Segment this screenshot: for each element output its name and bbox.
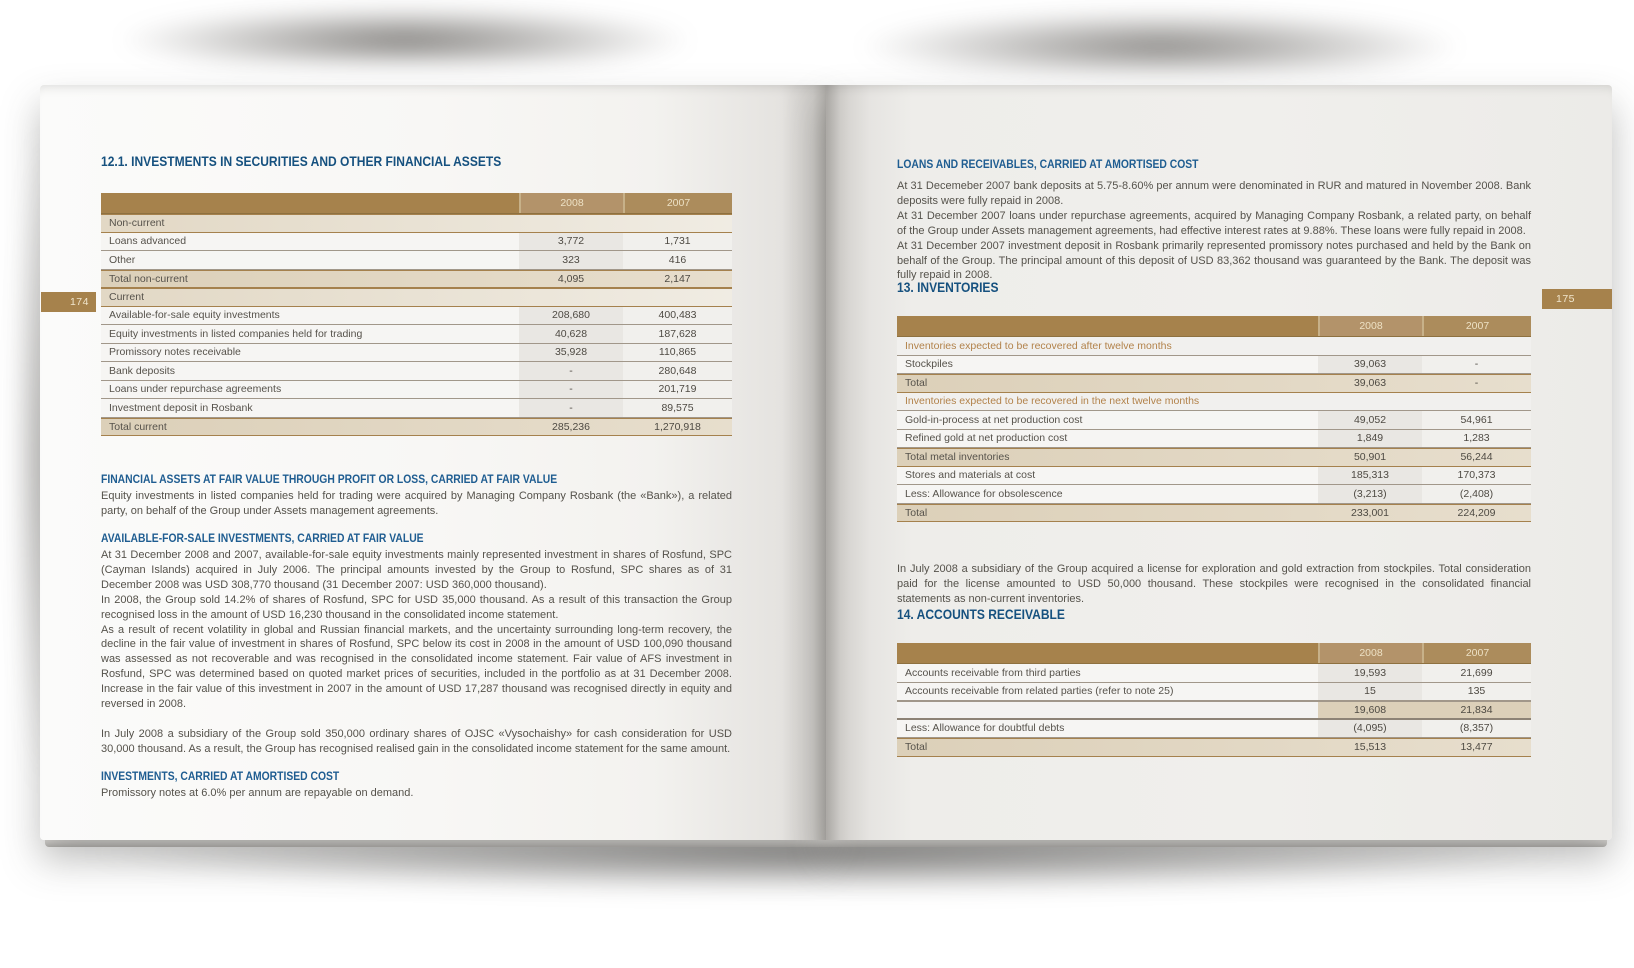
value-2007 [623, 215, 732, 232]
value-2007: 416 [623, 251, 732, 269]
value-2008: 323 [519, 251, 623, 269]
table-row-total [897, 504, 1531, 523]
value-2007: 135 [1422, 683, 1531, 701]
header-label-cell [101, 193, 519, 213]
table-row-total [101, 418, 732, 437]
table-row-subheader [897, 337, 1531, 356]
row-label: Loans advanced [101, 233, 519, 251]
value-2007: - [1474, 377, 1479, 390]
value-2008: 40,628 [519, 325, 623, 343]
table-row-total [897, 448, 1531, 467]
page-number-tab-left [41, 292, 96, 312]
table-row [101, 307, 732, 326]
table-row [897, 683, 1531, 702]
value-2008: - [519, 362, 623, 380]
book-top-shadow-left [105, 4, 705, 64]
value-2007: 224,209 [1457, 506, 1496, 519]
subsection-heading: INVESTMENTS, CARRIED AT AMORTISED COST [101, 771, 340, 783]
value-2008: (4,095) [1318, 720, 1422, 738]
table-row-total [897, 374, 1531, 393]
row-label: Less: Allowance for doubtful debts [897, 720, 1318, 738]
value-2007: 56,244 [1460, 451, 1493, 464]
value-2008: 15 [1318, 683, 1422, 701]
value-2007: 89,575 [623, 399, 732, 417]
row-label: Total current [109, 420, 167, 433]
table-row [897, 411, 1531, 430]
row-label: Investment deposit in Rosbank [101, 399, 519, 417]
subsection-heading: FINANCIAL ASSETS AT FAIR VALUE THROUGH PROFIT OR LOSS, CARRIED AT FAIR VALUE [101, 474, 558, 486]
value-2007: (2,408) [1422, 485, 1531, 503]
row-label: Total [905, 741, 928, 754]
value-2008: 1,849 [1318, 430, 1422, 448]
table-row [897, 467, 1531, 486]
table-row [897, 485, 1531, 504]
value-2007 [1422, 393, 1531, 411]
row-label: Refined gold at net production cost [897, 430, 1318, 448]
page-number: 174 [69, 296, 89, 308]
book-top-shadow-right [845, 8, 1475, 72]
column-header-2007: 2007 [1422, 316, 1531, 336]
value-2007: 21,699 [1422, 664, 1531, 682]
paragraph: In 2008, the Group sold 14.2% of shares of Rosfund, SPC for USD 35,000 thousand. As a result of this transaction the Group recognised loss in the amount of USD 16,230 thousand in the consolidated income statement. [101, 593, 732, 621]
value-2007: 201,719 [623, 381, 732, 399]
column-header-2008: 2008 [519, 193, 623, 213]
page-stack-edge [45, 839, 1607, 847]
row-label: Loans under repurchase agreements [101, 381, 519, 399]
table-row [897, 430, 1531, 449]
paragraph: At 31 December 2007 investment deposit in Rosbank primarily represented promissory notes purchased and held by the Bank on behalf of the Group. The principal amount of this deposit of USD 83,362 thousand was guaranteed by the Bank. The deposit was fully repaid in 2008. [897, 239, 1531, 282]
section-title-12-1: 12.1. INVESTMENTS IN SECURITIES AND OTHER FINANCIAL ASSETS [101, 153, 502, 169]
value-2008: 233,001 [1351, 506, 1389, 519]
row-label: Accounts receivable from third parties [897, 664, 1318, 682]
column-header-2007: 2007 [623, 193, 732, 213]
value-2008: 208,680 [519, 307, 623, 325]
column-header-2008: 2008 [1318, 316, 1422, 336]
table-row [101, 214, 732, 233]
paragraph-block [897, 179, 1531, 283]
row-label: Non-current [109, 217, 165, 230]
value-2007: 2,147 [664, 272, 691, 285]
paragraph-block [101, 489, 732, 519]
table-row [101, 233, 732, 252]
table-row-subtotal [897, 701, 1531, 720]
subsection-heading: LOANS AND RECEIVABLES, CARRIED AT AMORTISED COST [897, 159, 1199, 171]
open-book [40, 85, 1612, 840]
value-2007: (8,357) [1422, 720, 1531, 738]
row-label: Current [109, 291, 145, 304]
table-row [101, 288, 732, 307]
value-2008: - [519, 399, 623, 417]
paragraph: As a result of recent volatility in global and Russian financial markets, and the uncertainty surrounding long-term recovery, the decline in the fair value of investment in shares of Rosfund, SPC below its cost in 2008 in the amount of USD 100,090 thousand was assessed as not recoverable and was recognised in the consolidated income statement. Fair value of AFS investment in Rosfund, SPC was determined based on quoted market prices of securities, included in the portfolio as at 31 December 2008. Increase in the fair value of this investment in 2007 in the amount of USD 17,287 thousand was recognised directly in equity and reversed in 2008. [101, 623, 732, 711]
section-title-13: 13. INVENTORIES [897, 279, 999, 295]
row-label: Total metal inventories [905, 451, 1010, 464]
page-number: 175 [1556, 293, 1576, 305]
section-title-14: 14. ACCOUNTS RECEIVABLE [897, 606, 1065, 622]
value-2007: 187,628 [623, 325, 732, 343]
paragraph: Equity investments in listed companies held for trading were acquired by Managing Company Rosbank (the «Bank»), a related party, on behalf of the Group under Assets management agreements. [101, 490, 732, 517]
table-row [101, 325, 732, 344]
table-header-row [897, 316, 1531, 337]
paragraph: In July 2008 a subsidiary of the Group sold 350,000 ordinary shares of OJSC «Vysochaishy» for cash consideration for USD 30,000 thousand. As a result, the Group has recognised realised gain in the consolidated income statement for the same amount. [101, 727, 732, 755]
row-label: Bank deposits [101, 362, 519, 380]
value-2008: 50,901 [1353, 451, 1387, 464]
row-label: Stores and materials at cost [897, 467, 1318, 485]
value-2007: - [1422, 356, 1531, 374]
value-2008: 3,772 [519, 233, 623, 251]
value-2008: 39,063 [1318, 356, 1422, 374]
row-label: Less: Allowance for obsolescence [897, 485, 1318, 503]
row-label: Total [905, 506, 928, 519]
value-2007: 54,961 [1422, 411, 1531, 429]
table-row [897, 664, 1531, 683]
value-2007: 1,283 [1422, 430, 1531, 448]
paragraph: At 31 December 2007 loans under repurchase agreements, acquired by Managing Company Rosbank, a related party, on behalf of the Group under Assets management agreements, had effective interest rates at 9.88%. These loans were fully repaid in 2008. [897, 209, 1531, 237]
value-2007: 110,865 [623, 344, 732, 362]
table-row-total [101, 270, 732, 289]
receivables-table [897, 643, 1531, 757]
value-2007: 170,373 [1422, 467, 1531, 485]
table-row [101, 251, 732, 270]
row-label: Promissory notes receivable [101, 344, 519, 362]
table-header-row [897, 643, 1531, 664]
value-2008 [519, 215, 623, 232]
value-2007: 280,648 [623, 362, 732, 380]
value-2008 [519, 289, 623, 306]
row-label [897, 702, 1318, 718]
row-label: Inventories expected to be recovered in the next twelve months [905, 395, 1200, 408]
value-2007 [1422, 337, 1531, 355]
value-2008: 185,313 [1318, 467, 1422, 485]
row-label: Gold-in-process at net production cost [897, 411, 1318, 429]
row-label: Other [101, 251, 519, 269]
paragraph: In July 2008 a subsidiary of the Group acquired a license for exploration and gold extraction from stockpiles. Total consideration paid for the license amounted to USD 50,000 thousand. These stockpiles were recognised in the consolidated financial statements as non-current inventories. [897, 563, 1531, 605]
column-header-2008: 2008 [1318, 643, 1422, 663]
column-header-2007: 2007 [1422, 643, 1531, 663]
table-row [101, 381, 732, 400]
row-label: Available-for-sale equity investments [101, 307, 519, 325]
row-label: Stockpiles [897, 356, 1318, 374]
value-2008: 15,513 [1353, 741, 1387, 754]
row-label: Accounts receivable from related parties (refer to note 25) [897, 683, 1318, 701]
value-2007 [623, 289, 732, 306]
table-row [897, 720, 1531, 739]
value-2007: 21,834 [1422, 702, 1531, 718]
header-label-cell [897, 316, 1318, 336]
paragraph-block [897, 562, 1531, 607]
header-label-cell [897, 643, 1318, 663]
value-2007: 400,483 [623, 307, 732, 325]
subsection-heading: AVAILABLE-FOR-SALE INVESTMENTS, CARRIED AT FAIR VALUE [101, 533, 424, 545]
value-2007: 1,731 [623, 233, 732, 251]
value-2008 [1318, 337, 1422, 355]
table-row [101, 344, 732, 363]
value-2008: - [519, 381, 623, 399]
value-2008: 35,928 [519, 344, 623, 362]
value-2008: 19,608 [1318, 702, 1422, 718]
paragraph: Promissory notes at 6.0% per annum are repayable on demand. [101, 787, 414, 799]
row-label: Total [905, 377, 928, 390]
inventories-table [897, 316, 1531, 522]
table-row [101, 399, 732, 418]
investments-table [101, 193, 732, 436]
row-label: Inventories expected to be recovered after twelve months [905, 339, 1172, 352]
paragraph-block [101, 548, 732, 757]
value-2008: 39,063 [1353, 377, 1387, 390]
value-2007: 13,477 [1460, 741, 1493, 754]
value-2007: 1,270,918 [654, 420, 701, 433]
row-label: Total non-current [109, 272, 188, 285]
paragraph: At 31 December 2008 and 2007, available-for-sale equity investments mainly represented investment in shares of Rosfund, SPC (Cayman Islands) acquired in July 2006. The principal amounts invested by the Group to Rosfund, SPC shares as of 31 December 2008 was USD 308,770 thousand (31 December 2007: USD 360,000 thousand). [101, 549, 732, 591]
value-2008: 285,236 [552, 420, 590, 433]
table-row-total [897, 738, 1531, 757]
row-label: Equity investments in listed companies held for trading [101, 325, 519, 343]
table-header-row [101, 193, 732, 214]
value-2008: 4,095 [557, 272, 585, 285]
paragraph-block [101, 786, 732, 801]
table-row [101, 362, 732, 381]
value-2008 [1318, 393, 1422, 411]
value-2008: 49,052 [1318, 411, 1422, 429]
table-row [897, 356, 1531, 375]
paragraph: At 31 Decemeber 2007 bank deposits at 5.75-8.60% per annum were denominated in RUR and matured in November 2008. Bank deposits were fully repaid in 2008. [897, 180, 1531, 207]
page-number-tab-right [1542, 289, 1612, 309]
table-row-subheader [897, 393, 1531, 412]
value-2008: (3,213) [1318, 485, 1422, 503]
value-2008: 19,593 [1318, 664, 1422, 682]
